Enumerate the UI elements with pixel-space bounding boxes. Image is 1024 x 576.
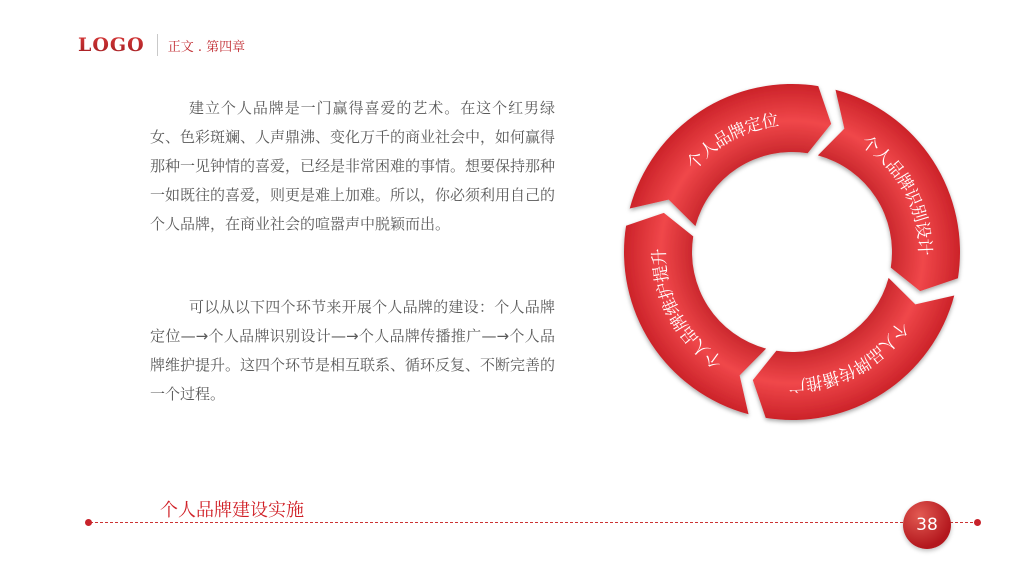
segment-promotion	[753, 278, 954, 420]
segment-identity-design	[818, 90, 960, 291]
segment-maintenance	[624, 213, 766, 414]
section-title: 正文 . 第四章	[167, 39, 246, 55]
body-paragraph-2: 可以从以下四个环节来开展个人品牌的建设：个人品牌定位—→个人品牌识别设计—→个人品牌传播推广—→个人品牌维护提升。这四个环节是相互联系、循环反复、不断完善的一个过程。	[150, 298, 556, 403]
footer-dot-right	[974, 519, 981, 526]
body-paragraph-1: 建立个人品牌是一门赢得喜爱的艺术。在这个红男绿女、色彩斑斓、人声鼎沸、变化万千的商业社会中，如何赢得那种一见钟情的喜爱，已经是非常困难的事情。想要保持那种一如既往的喜爱，则更是难上加难。所以，你必须利用自己的个人品牌，在商业社会的喧嚣声中脱颖而出。	[150, 99, 556, 233]
segment-label-positioning: 个人品牌定位	[683, 110, 781, 175]
page-number-badge: 38	[903, 501, 951, 549]
footer-dot-left	[85, 519, 92, 526]
footer-divider	[90, 522, 978, 523]
footer-title: 个人品牌建设实施	[160, 500, 304, 521]
header-divider	[157, 34, 158, 56]
header	[78, 32, 245, 58]
segment-positioning	[630, 84, 831, 226]
segment-label-promotion: 个人品牌传播推广	[788, 317, 912, 395]
segment-label-identity-design: 个人品牌识别设计	[857, 132, 935, 256]
cycle-diagram	[612, 72, 972, 432]
logo: LOGO	[78, 34, 145, 56]
segment-label-maintenance: 个人品牌维护提升	[649, 248, 727, 372]
